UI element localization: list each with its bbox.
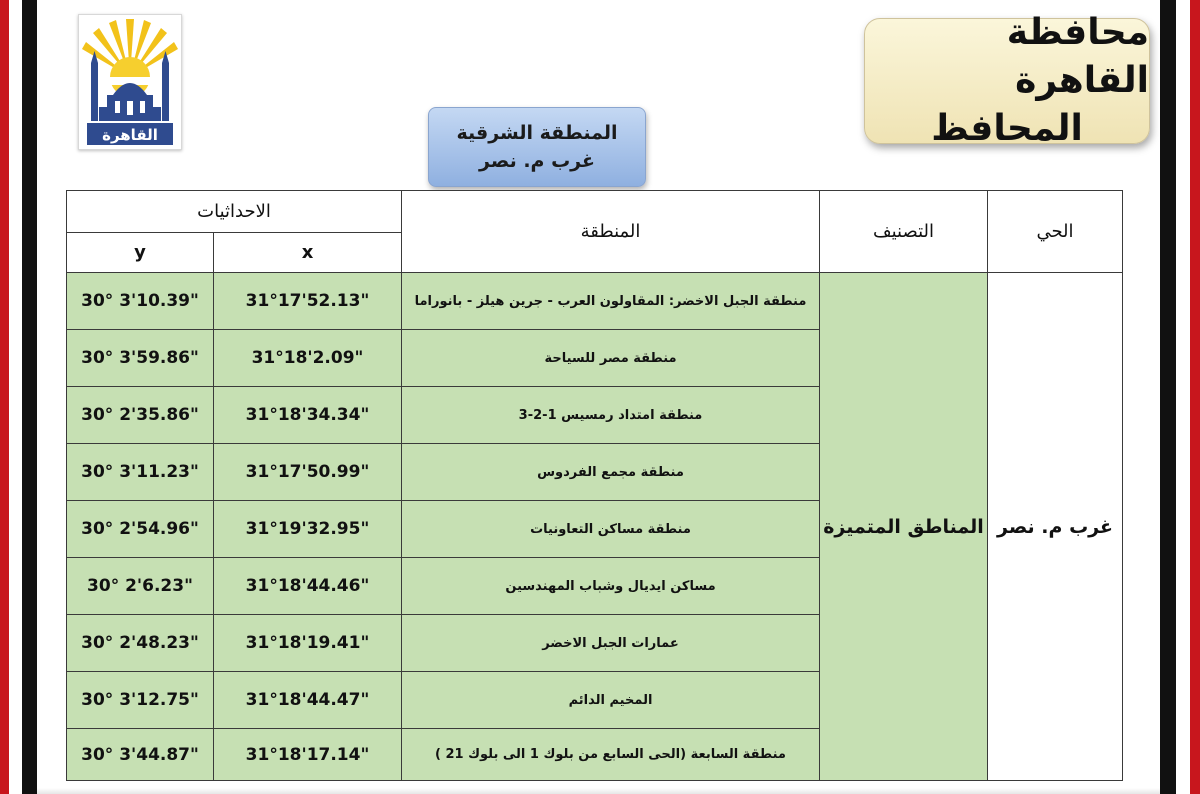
classification-cell: المناطق المتميزة	[820, 273, 988, 781]
region-name: المنطقة الشرقية	[456, 122, 618, 144]
flag-stripe-right-red	[1190, 0, 1200, 794]
governorate-title-card	[864, 12, 1150, 149]
flag-stripe-right-black	[1160, 0, 1176, 794]
page-bottom-shadow	[37, 788, 1160, 794]
svg-text:القاهرة: القاهرة	[102, 126, 158, 144]
area-name: منطقة مصر للسياحة	[402, 330, 820, 387]
area-name: منطقة امتداد رمسيس 1-2-3	[402, 387, 820, 444]
district-name: غرب م. نصر	[479, 150, 595, 172]
area-header: المنطقة	[402, 191, 820, 273]
flag-stripe-left-black	[22, 0, 37, 794]
x-coordinate: 31°18'44.46"	[214, 558, 402, 615]
area-name: منطقة السابعة (الحى السابع من بلوك 1 الى بلوك 21 )	[402, 729, 820, 781]
area-name: مساكن ايديال وشباب المهندسين	[402, 558, 820, 615]
x-coordinate: 31°19'32.95"	[214, 501, 402, 558]
y-coordinate: 30° 3'11.23"	[67, 444, 214, 501]
x-coordinate: 31°18'17.14"	[214, 729, 402, 781]
area-name: منطقة مساكن التعاونيات	[402, 501, 820, 558]
x-coordinate: 31°17'50.99"	[214, 444, 402, 501]
y-coordinate: 30° 3'12.75"	[67, 672, 214, 729]
flag-stripe-left-white	[9, 0, 22, 794]
area-name: المخيم الدائم	[402, 672, 820, 729]
flag-stripe-left-red	[0, 0, 9, 794]
classification-header: التصنيف	[820, 191, 988, 273]
y-coordinate: 30° 2'48.23"	[67, 615, 214, 672]
x-header: x	[214, 233, 402, 273]
district-header: الحي	[988, 191, 1123, 273]
region-label-box	[428, 107, 646, 187]
area-name: عمارات الجبل الاخضر	[402, 615, 820, 672]
y-coordinate: 30° 3'44.87"	[67, 729, 214, 781]
district-cell: غرب م. نصر	[988, 273, 1123, 781]
y-header: y	[67, 233, 214, 273]
area-name: منطقة الجبل الاخضر: المقاولون العرب - جرين هيلز - بانوراما	[402, 273, 820, 330]
areas-coordinates-table	[66, 190, 1123, 781]
y-coordinate: 30° 3'59.86"	[67, 330, 214, 387]
coordinates-header: الاحداثيات	[67, 191, 402, 233]
table-row	[67, 273, 1123, 330]
y-coordinate: 30° 2'54.96"	[67, 501, 214, 558]
y-coordinate: 30° 2'35.86"	[67, 387, 214, 444]
x-coordinate: 31°18'2.09"	[214, 330, 402, 387]
y-coordinate: 30° 3'10.39"	[67, 273, 214, 330]
governor-title: المحافظ	[931, 108, 1083, 149]
cairo-governorate-logo	[78, 14, 182, 150]
area-name: منطقة مجمع الفردوس	[402, 444, 820, 501]
x-coordinate: 31°18'44.47"	[214, 672, 402, 729]
cairo-emblem-icon	[79, 15, 181, 149]
x-coordinate: 31°17'52.13"	[214, 273, 402, 330]
x-coordinate: 31°18'19.41"	[214, 615, 402, 672]
y-coordinate: 30° 2'6.23"	[67, 558, 214, 615]
governorate-title: محافظة القاهرة	[1006, 12, 1149, 101]
x-coordinate: 31°18'34.34"	[214, 387, 402, 444]
flag-stripe-right-white	[1176, 0, 1190, 794]
